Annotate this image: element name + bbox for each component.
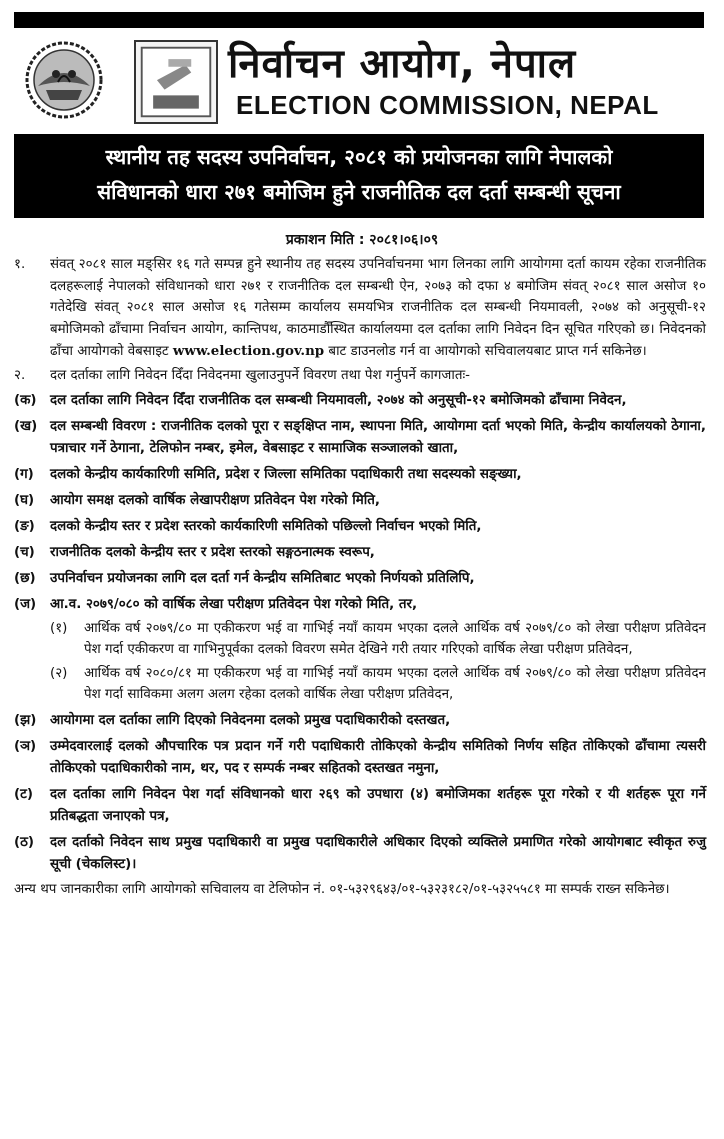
item-marker: (च) [14,544,35,560]
list-item [14,784,706,828]
sub-item-marker: (२) [50,665,68,681]
item-marker: (छ) [14,570,36,586]
commission-title-nepali: निर्वाचन आयोग, नेपाल [228,41,577,87]
paragraph-1 [14,254,706,363]
notice-body [14,254,706,901]
item-text: दल सम्बन्धी विवरण : राजनीतिक दलको पूरा र सङ्क्षिप्त नाम, स्थापना मिति, आयोगमा दर्ता भएको मिति, केन्द्रीय कार्यालयको ठेगाना, पत्राचार गर्ने ठेगाना, टेलिफोन नम्बर, इमेल, वेबसाइट र सामाजिक सञ्जालको खाता, [50,418,706,456]
paragraph-2 [14,365,706,387]
sub-item-marker: (१) [50,620,68,636]
item-marker: (ङ) [14,518,35,534]
paragraph-number: २. [14,367,26,383]
nepal-emblem-icon [24,40,104,120]
item-text: दल दर्ताका लागि निवेदन दिँदा राजनीतिक दल सम्बन्धी नियमावली, २०७४ को अनुसूची-१२ बमोजिमको ढाँचामा निवेदन, [50,392,627,408]
election-commission-logo-icon [134,40,218,124]
list-item [14,710,706,732]
sub-list-item [50,618,706,661]
item-marker: (घ) [14,492,35,508]
item-text: दलको केन्द्रीय कार्यकारिणी समिति, प्रदेश र जिल्ला समितिका पदाधिकारी तथा सदस्यको सङ्ख्या, [50,466,522,482]
item-marker: (क) [14,392,37,408]
item-text: दलको केन्द्रीय स्तर र प्रदेश स्तरको कार्यकारिणी समितिको पछिल्लो निर्वाचन भएको मिति, [50,518,482,534]
website-url: www.election.gov.np [172,342,325,359]
list-item [14,542,706,564]
item-text: दल दर्ताको निवेदन साथ प्रमुख पदाधिकारी वा प्रमुख पदाधिकारीले अधिकार दिएको व्यक्तिले प्रमाणित गरेको आयोगबाट स्वीकृत रुजु सूची (चेकलिस्ट)। [50,834,706,872]
list-item [14,416,706,460]
item-marker: (ञ) [14,738,37,754]
letterhead [14,28,704,134]
publication-date: प्रकाशन मिति : २०८१।०६।०९ [285,232,439,248]
item-text: दल दर्ताका लागि निवेदन पेश गर्दा संविधानको धारा २६९ को उपधारा (४) बमोजिमका शर्तहरू पूरा गरेको र यी शर्तहरू पूरा गर्ने प्रतिबद्धता जनाएको पत्र, [50,786,706,824]
item-text: आ.व. २०७९/०८० को वार्षिक लेखा परीक्षण प्रतिवेदन पेश गरेको मिति, तर, [50,596,418,612]
item-marker: (ट) [14,786,33,802]
list-item [14,516,706,538]
list-item [14,568,706,590]
item-text: आयोग समक्ष दलको वार्षिक लेखापरीक्षण प्रतिवेदन पेश गरेको मिति, [50,492,380,508]
notice-title-line-1: स्थानीय तह सदस्य उपनिर्वाचन, २०८१ को प्रयोजनका लागि नेपालको [105,145,613,169]
header-top-bar [14,12,704,28]
item-text: राजनीतिक दलको केन्द्रीय स्तर र प्रदेश स्तरको सङ्गठनात्मक स्वरूप, [50,544,375,560]
paragraph-number: १. [14,257,26,272]
sub-item-text: आर्थिक वर्ष २०८०/८१ मा एकीकरण भई वा गाभिई नयाँ कायम भएका दलले आर्थिक वर्ष २०७९/८० को लेखा परीक्षण प्रतिवेदन पेश गर्दा साविकमा अलग अलग रहेका दलको वार्षिक लेखा परीक्षण प्रतिवेदन, [84,665,706,703]
item-text: उपनिर्वाचन प्रयोजनका लागि दल दर्ता गर्न केन्द्रीय समितिबाट भएको निर्णयको प्रतिलिपि, [50,570,475,586]
list-item [14,736,706,780]
item-marker: (झ) [14,712,37,728]
notice-title-line-2: संविधानको धारा २७१ बमोजिम हुने राजनीतिक दल दर्ता सम्बन्धी सूचना [97,180,621,204]
paragraph-text-part: बाट डाउनलोड गर्न वा आयोगको सचिवालयबाट प्राप्त गर्न सकिनेछ। [324,343,647,359]
paragraph-text: दल दर्ताका लागि निवेदन दिँदा निवेदनमा खुलाउनुपर्ने विवरण तथा पेश गर्नुपर्ने कागजातः- [50,367,471,383]
item-text: आयोगमा दल दर्ताका लागि दिएको निवेदनमा दलको प्रमुख पदाधिकारीको दस्तखत, [50,712,451,728]
list-item [14,464,706,486]
item-text: उम्मेदवारलाई दलको औपचारिक पत्र प्रदान गर्ने गरी पदाधिकारी तोकिएको केन्द्रीय समितिको निर्णय सहित तोकिएको ढाँचामा त्यसरी तोकिएको पदाधिकारीको नाम, थर, पद र सम्पर्क नम्बर सहितको दस्तखत नमुना, [50,738,706,776]
list-item [14,832,706,876]
sub-list-item [50,663,706,706]
item-marker: (ज) [14,596,37,612]
list-item [14,390,706,412]
notice-title-banner [14,134,704,218]
list-item [14,490,706,512]
item-marker: (ख) [14,418,38,434]
item-marker: (ग) [14,466,34,482]
paragraph-text-part: संवत् २०८१ साल मङ्सिर १६ गते सम्पन्न हुने स्थानीय तह सदस्य उपनिर्वाचनमा भाग लिनका लागि आयोगमा दर्ता कायम रहेका राजनीतिक दलहरूलाई नेपालको संविधानको धारा २७१ र राजनीतिक दल सम्बन्धी ऐन, २०७३ को दफा ४ बमोजिम संवत् २०८१ साल असोज १० गतेदेखि संवत् २०८१ साल असोज १६ गतेसम्म कार्यालय समयभित्र राजनीतिक दल सम्बन्धी नियमावली, २०७४ को अनुसूची-१२ बमोजिमको ढाँचामा निर्वाचन आयोग, कान्तिपथ, काठमाडौँस्थित कार्यालयमा दल दर्ताका लागि निवेदन दिन सूचित गरिएको छ। निवेदनको ढाँचा आयोगको वेबसाइट [50,257,706,359]
list-item [14,594,706,616]
paragraph-text [50,254,706,363]
commission-title-english: ELECTION COMMISSION, NEPAL [236,90,659,120]
sub-item-text: आर्थिक वर्ष २०७९/८० मा एकीकरण भई वा गाभिई नयाँ कायम भएका दलले आर्थिक वर्ष २०७९/८० को लेखा परीक्षण प्रतिवेदन पेश गर्दा एकीकरण वा गाभिनुपूर्वका दलको विवरण समेत देखिने गरी तयार गरिएको वार्षिक लेखा परीक्षण प्रतिवेदन, [84,620,706,658]
item-marker: (ठ) [14,834,35,850]
closing-contact-note: अन्य थप जानकारीका लागि आयोगको सचिवालय वा टेलिफोन नं. ०१-५३२९६४३/०१-५३२३१८२/०१-५३२५५८१ मा सम्पर्क राख्न सकिनेछ। [14,881,670,897]
